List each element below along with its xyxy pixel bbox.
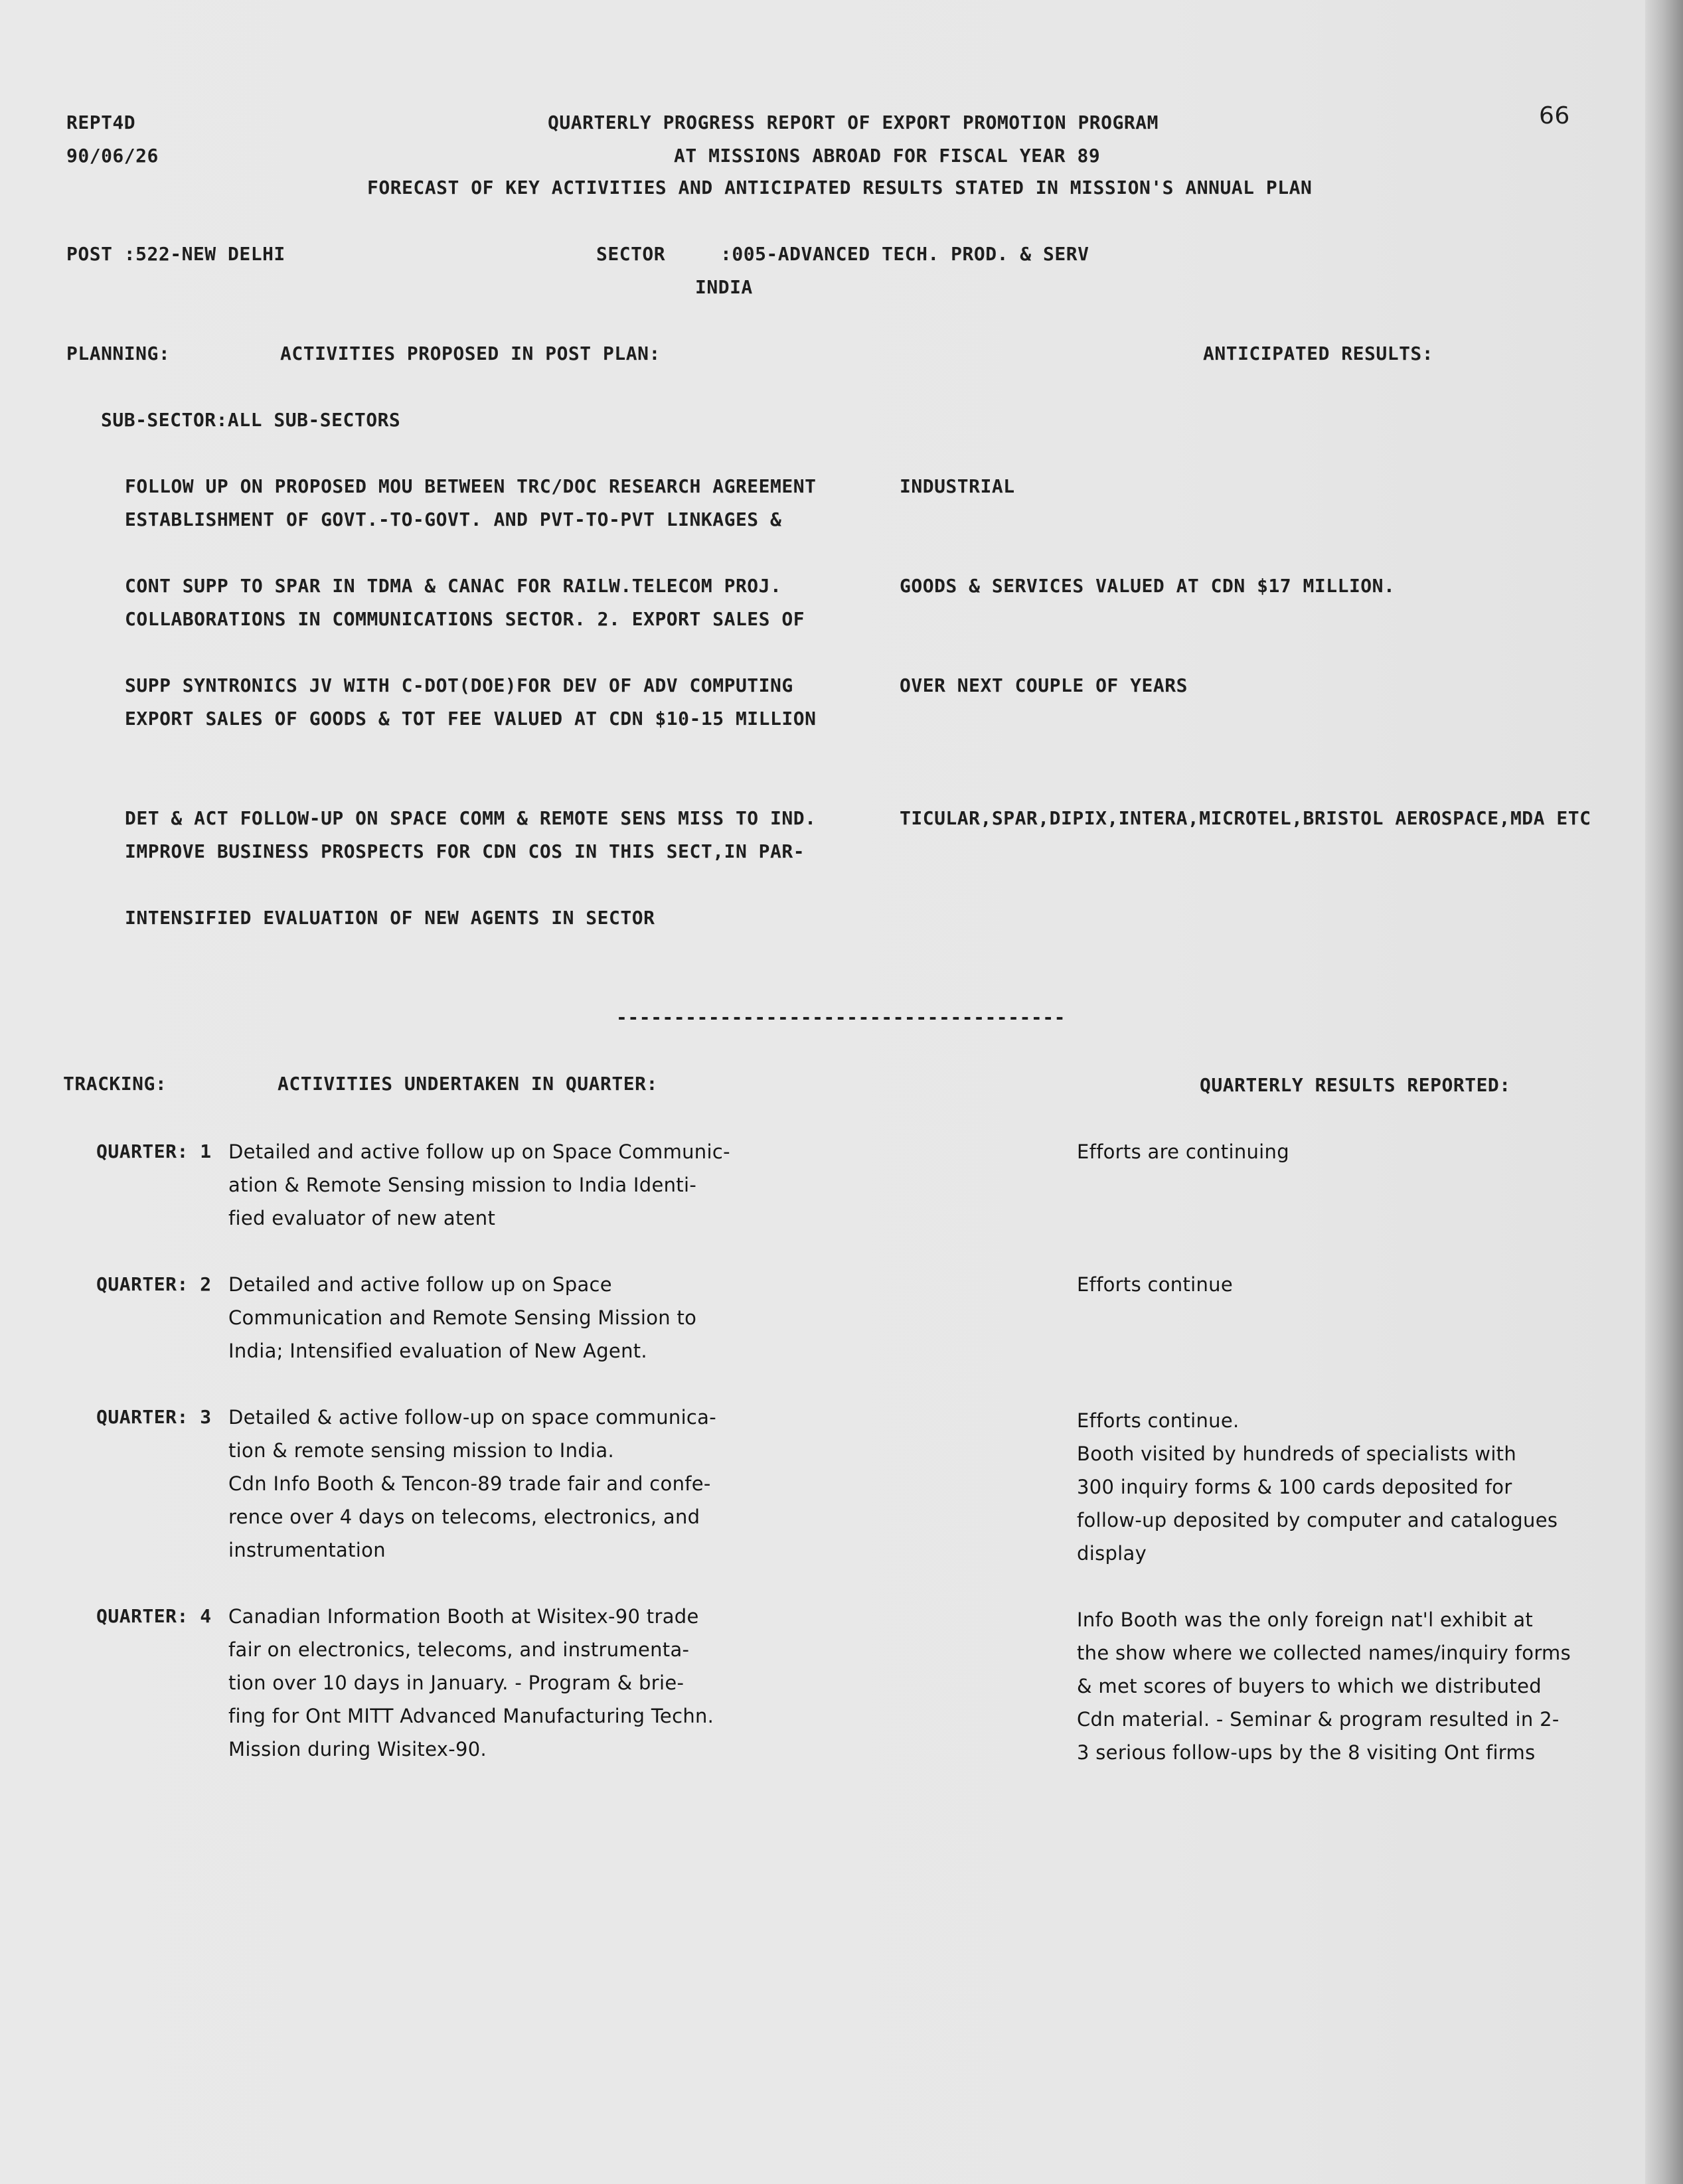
quarter-result-line: Booth visited by hundreds of specialists with [1077,1443,1517,1465]
plan-activity-line: FOLLOW UP ON PROPOSED MOU BETWEEN TRC/DOC RESEARCH AGREEMENT [125,475,817,497]
report-date: 90/06/26 [66,145,159,167]
tracking-activities-header: ACTIVITIES UNDERTAKEN IN QUARTER: [278,1073,658,1095]
section-separator: --------------------------------------- [616,1006,1066,1028]
planning-label: PLANNING: [66,343,171,364]
quarter-result-line: follow-up deposited by computer and catalogues [1077,1509,1558,1531]
report-title-line-1: QUARTERLY PROGRESS REPORT OF EXPORT PROMOTION PROGRAM [548,112,1159,133]
quarter-result-line: Info Booth was the only foreign nat'l exhibit at [1077,1608,1534,1631]
plan-activity-line: IMPROVE BUSINESS PROSPECTS FOR CDN COS IN THIS SECT,IN PAR- [125,840,805,862]
tracking-results-header: QUARTERLY RESULTS REPORTED: [1200,1074,1511,1096]
planning-results-header: ANTICIPATED RESULTS: [1203,343,1434,364]
quarter-activity-line: tion over 10 days in January. - Program & brie- [228,1672,684,1694]
plan-result-line: INDUSTRIAL [900,475,1015,497]
page-number: 66 [1539,102,1570,129]
quarter-activity-line: fied evaluator of new atent [228,1207,496,1229]
quarter-result-line: Efforts are continuing [1077,1140,1289,1163]
quarter-label: QUARTER: 4 [96,1605,212,1627]
quarter-activity-line: Detailed & active follow-up on space communica- [228,1406,717,1429]
plan-activity-line: DET & ACT FOLLOW-UP ON SPACE COMM & REMOTE SENS MISS TO IND. [125,807,817,829]
plan-result-line: OVER NEXT COUPLE OF YEARS [900,674,1188,696]
quarter-activity-line: instrumentation [228,1539,386,1561]
quarter-activity-line: ation & Remote Sensing mission to India Identi- [228,1174,697,1196]
plan-activity-line: ESTABLISHMENT OF GOVT.-TO-GOVT. AND PVT-TO-PVT LINKAGES & [125,508,782,530]
post-info: POST :522-NEW DELHI [66,243,285,265]
quarter-result-line: 3 serious follow-ups by the 8 visiting Ont firms [1077,1741,1536,1764]
quarter-activity-line: tion & remote sensing mission to India. [228,1439,614,1462]
quarter-activity-line: Detailed and active follow up on Space Communic- [228,1140,730,1163]
quarter-activity-line: fair on electronics, telecoms, and instrumenta- [228,1638,690,1661]
sector-value: :005-ADVANCED TECH. PROD. & SERV [720,243,1089,265]
plan-result-line: TICULAR,SPAR,DIPIX,INTERA,MICROTEL,BRISTOL AEROSPACE,MDA ETC [900,807,1591,829]
tracking-label: TRACKING: [63,1073,167,1095]
quarter-result-line: Efforts continue [1077,1273,1234,1296]
plan-activity-line: COLLABORATIONS IN COMMUNICATIONS SECTOR. 2. EXPORT SALES OF [125,608,805,630]
plan-activity-line: INTENSIFIED EVALUATION OF NEW AGENTS IN SECTOR [125,907,655,929]
quarter-result-line: the show where we collected names/inquiry forms [1077,1642,1571,1664]
quarter-label: QUARTER: 3 [96,1406,212,1428]
quarter-activity-line: Detailed and active follow up on Space [228,1273,612,1296]
report-code: REPT4D [66,112,136,133]
quarter-result-line: & met scores of buyers to which we distributed [1077,1675,1542,1697]
quarter-activity-line: Communication and Remote Sensing Mission to [228,1306,697,1329]
quarter-label: QUARTER: 1 [96,1140,212,1162]
page-edge-shadow [1645,0,1683,2184]
sector-label: SECTOR [596,243,666,265]
subsector: SUB-SECTOR:ALL SUB-SECTORS [101,409,401,431]
quarter-result-line: 300 inquiry forms & 100 cards deposited for [1077,1476,1512,1498]
quarter-result-line: display [1077,1542,1147,1565]
quarter-activity-line: fing for Ont MITT Advanced Manufacturing Techn. [228,1705,714,1727]
quarter-label: QUARTER: 2 [96,1273,212,1295]
country: INDIA [695,276,753,298]
quarter-result-line: Cdn material. - Seminar & program resulted in 2- [1077,1708,1560,1731]
quarter-activity-line: Cdn Info Booth & Tencon-89 trade fair and confe- [228,1472,711,1495]
plan-result-line: GOODS & SERVICES VALUED AT CDN $17 MILLION. [900,575,1396,597]
plan-activity-line: EXPORT SALES OF GOODS & TOT FEE VALUED AT CDN $10-15 MILLION [125,708,817,730]
plan-activity-line: CONT SUPP TO SPAR IN TDMA & CANAC FOR RAILW.TELECOM PROJ. [125,575,782,597]
report-title-line-2: AT MISSIONS ABROAD FOR FISCAL YEAR 89 [674,145,1101,167]
quarter-activity-line: Canadian Information Booth at Wisitex-90 trade [228,1605,699,1628]
quarter-activity-line: rence over 4 days on telecoms, electronics, and [228,1506,700,1528]
quarter-activity-line: India; Intensified evaluation of New Agent. [228,1340,647,1362]
report-title-line-3: FORECAST OF KEY ACTIVITIES AND ANTICIPATED RESULTS STATED IN MISSION'S ANNUAL PLAN [367,177,1313,198]
quarter-activity-line: Mission during Wisitex-90. [228,1738,487,1760]
quarter-result-line: Efforts continue. [1077,1409,1240,1432]
plan-activity-line: SUPP SYNTRONICS JV WITH C-DOT(DOE)FOR DEV OF ADV COMPUTING [125,674,793,696]
planning-activities-header: ACTIVITIES PROPOSED IN POST PLAN: [280,343,661,364]
